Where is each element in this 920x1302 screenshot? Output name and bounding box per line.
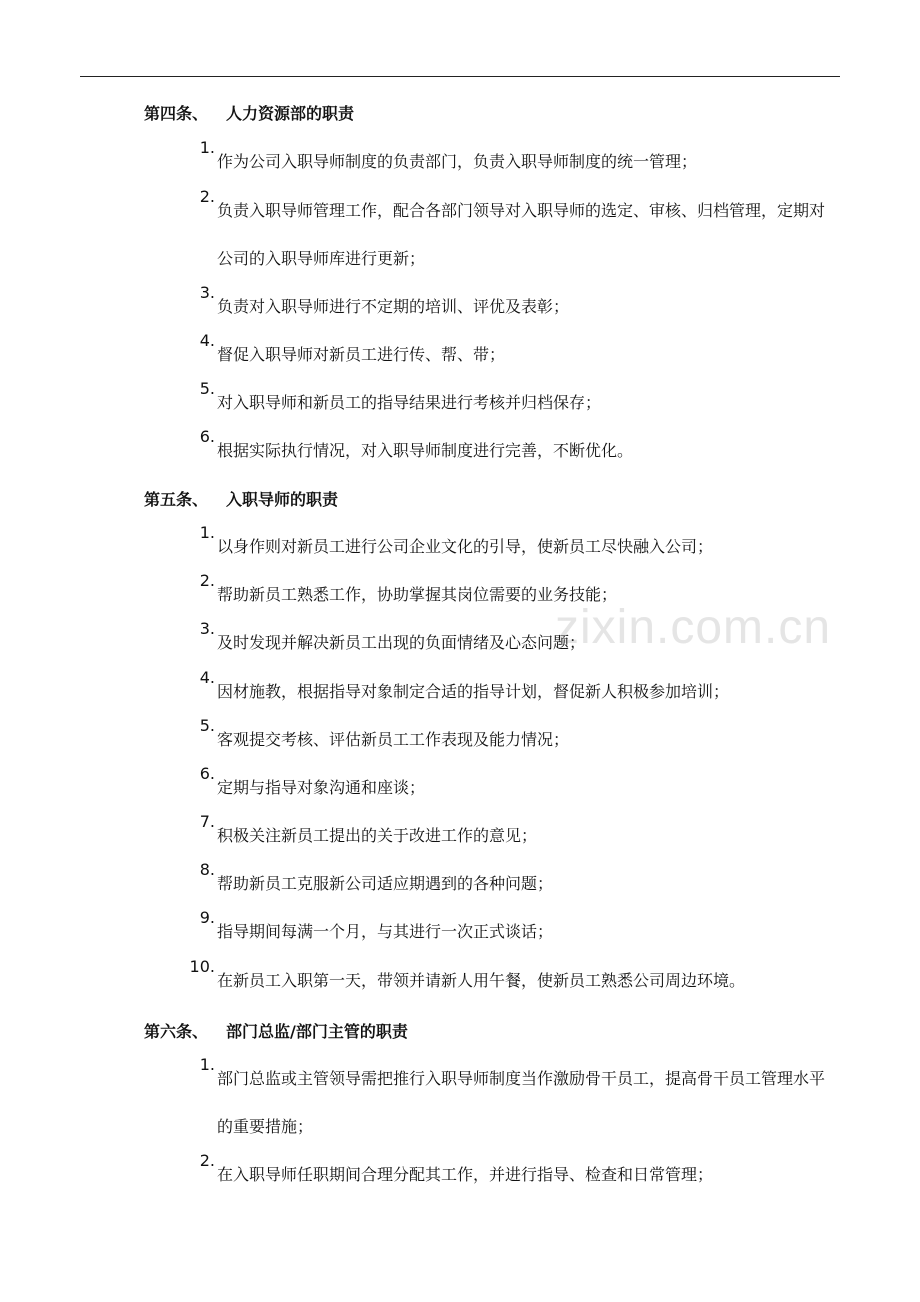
section-heading (144, 101, 354, 124)
list-item: 1. 以身作则对新员工进行公司企业文化的引导，使新员工尽快融入公司； (199, 523, 714, 556)
list-item: 5. 对入职导师和新员工的指导结果进行考核并归档保存； (199, 379, 602, 412)
list-item: 5. 客观提交考核、评估新员工工作表现及能力情况； (199, 716, 570, 749)
list-item: 3. 负责对入职导师进行不定期的培训、评优及表彰； (199, 283, 570, 316)
section-title: 入职导师的职责 (226, 490, 339, 509)
list-item: 1. 作为公司入职导师制度的负责部门，负责入职导师制度的统一管理； (199, 138, 698, 171)
section-number: 第四条、 (144, 104, 209, 123)
list-item: 6. 根据实际执行情况，对入职导师制度进行完善，不断优化。 (199, 427, 634, 460)
section-title: 人力资源部的职责 (226, 104, 355, 123)
list-item: 2. 在入职导师任职期间合理分配其工作，并进行指导、检查和日常管理； (199, 1151, 714, 1184)
header-rule (80, 76, 840, 77)
list-item: 4. 督促入职导师对新员工进行传、帮、带； (199, 331, 506, 364)
section-number: 第六条、 (144, 1022, 209, 1041)
section-heading (144, 1019, 408, 1042)
list-item: 8. 帮助新员工克服新公司适应期遇到的各种问题； (199, 860, 554, 893)
section-heading (144, 487, 338, 510)
watermark: zixin.com.cn (555, 601, 832, 654)
section-number: 第五条、 (144, 490, 209, 509)
list-item: 4. 因材施教，根据指导对象制定合适的指导计划，督促新人积极参加培训； (199, 668, 730, 701)
list-item: 7. 积极关注新员工提出的关于改进工作的意见； (199, 812, 538, 845)
list-item: 2. 负责入职导师管理工作，配合各部门领导对入职导师的选定、审核、归档管理，定期对公司的入职导师库进行更新； (199, 187, 826, 268)
list-item: 1. 部门总监或主管领导需把推行入职导师制度当作激励骨干员工，提高骨干员工管理水平的重要措施； (199, 1055, 826, 1136)
list-item: 10. 在新员工入职第一天，带领并请新人用午餐，使新员工熟悉公司周边环境。 (189, 957, 746, 990)
list-item: 3. 及时发现并解决新员工出现的负面情绪及心态问题； (199, 619, 586, 652)
list-item: 6. 定期与指导对象沟通和座谈； (199, 764, 426, 797)
section-title: 部门总监/部门主管的职责 (226, 1022, 408, 1041)
list-item: 2. 帮助新员工熟悉工作，协助掌握其岗位需要的业务技能； (199, 571, 618, 604)
list-item: 9. 指导期间每满一个月，与其进行一次正式谈话； (199, 908, 554, 941)
